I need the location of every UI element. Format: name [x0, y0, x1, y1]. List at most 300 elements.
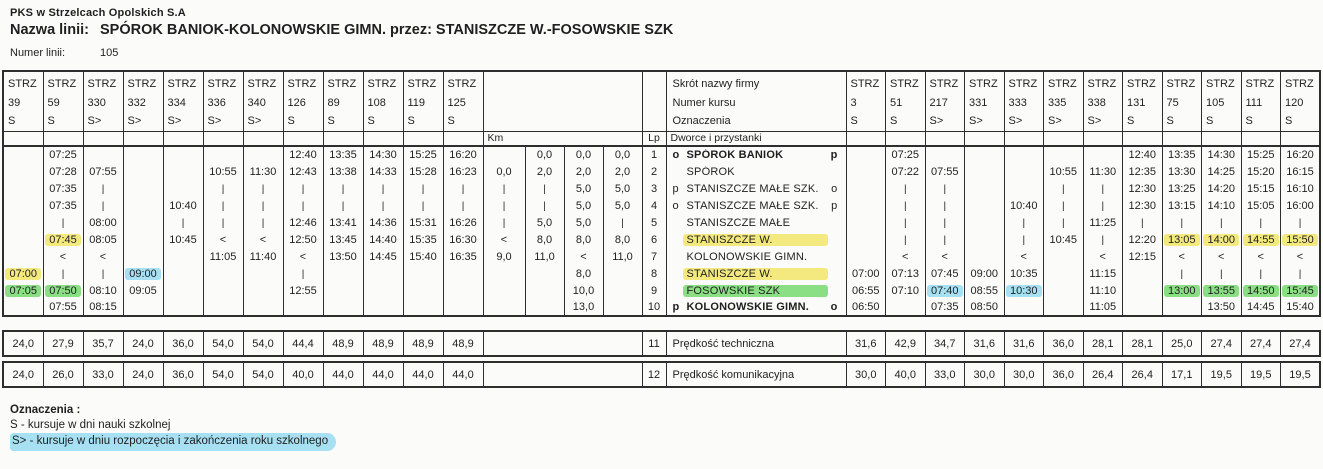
cell-value: 2,0: [536, 165, 553, 178]
departure-time-cell: [1044, 214, 1084, 231]
departure-time-cell: [1123, 146, 1163, 163]
cell-value: 07:25: [891, 149, 920, 161]
line-name-label: Nazwa linii:: [10, 22, 89, 38]
departure-time-cell: [1281, 146, 1321, 163]
cell-value: 36,0: [1052, 337, 1074, 350]
departure-time-cell: [323, 282, 363, 299]
speed-value-cell: [443, 331, 483, 356]
cell-value: 16:30: [449, 233, 477, 246]
course-header-cell: [925, 71, 965, 131]
speed-value-cell: [363, 362, 403, 387]
departure-time-cell: [243, 180, 283, 197]
cell-value: 07:28: [49, 165, 77, 178]
departure-time-cell: [283, 180, 323, 197]
departure-time-cell: [965, 299, 1005, 316]
cell-value: 8,0: [536, 233, 553, 246]
departure-time-cell: [1083, 214, 1123, 231]
stop-row: [3, 299, 1320, 316]
boarding-mark-left: o: [672, 199, 679, 212]
departure-time-cell: [43, 146, 83, 163]
departure-time-cell: [243, 248, 283, 265]
cell-value: 16:10: [1286, 182, 1314, 195]
departure-time-cell: [123, 248, 163, 265]
cell-value: 07:35: [49, 199, 77, 212]
cell-value: 13:00: [1164, 285, 1200, 297]
departure-time-cell: [1202, 248, 1242, 265]
course-mark: S: [1166, 115, 1174, 127]
course-number: 105: [1206, 96, 1225, 109]
through-mark: |: [181, 217, 185, 229]
course-mark: S: [287, 115, 295, 127]
cell-value: 09:00: [125, 268, 161, 280]
km-cell: [483, 146, 525, 163]
station-cell: [666, 214, 846, 231]
km-cell: [483, 265, 525, 282]
course-number: 131: [1127, 96, 1146, 109]
departure-time-cell: [1004, 299, 1044, 316]
through-mark: |: [1219, 217, 1223, 229]
through-mark: |: [903, 217, 907, 229]
cell-value: 27,9: [52, 337, 74, 350]
lp-cell: 9: [642, 282, 666, 299]
cell-value: 10:45: [169, 233, 197, 246]
through-mark: |: [221, 183, 225, 195]
through-mark: |: [341, 183, 345, 195]
speed-value-cell: [1241, 331, 1281, 356]
speed-value-cell: [1202, 362, 1242, 387]
departure-time-cell: [1083, 265, 1123, 282]
cell-value: 12:55: [289, 284, 317, 297]
cell-value: 16:15: [1286, 165, 1314, 178]
cell-value: 12:50: [289, 233, 317, 246]
departure-time-cell: [363, 146, 403, 163]
departure-time-cell: [3, 146, 43, 163]
departure-time-cell: [203, 299, 243, 316]
departure-time-cell: [403, 214, 443, 231]
sub-spacer: [1083, 131, 1123, 146]
cell-value: 24,0: [12, 337, 34, 350]
cell-value: 0,0: [614, 149, 631, 161]
departure-time-cell: [886, 265, 926, 282]
departure-time-cell: [1241, 146, 1281, 163]
speed-value-cell: [1241, 362, 1281, 387]
lp-cell: 2: [642, 163, 666, 180]
departure-time-cell: [403, 146, 443, 163]
speed-value-cell: [965, 362, 1005, 387]
departure-time-cell: [1044, 231, 1084, 248]
course-mark: S: [1206, 115, 1214, 127]
departure-time-cell: [3, 163, 43, 180]
km-cell: [603, 265, 642, 282]
departure-time-cell: [323, 146, 363, 163]
course-mark: S>: [929, 115, 944, 127]
cell-value: 44,0: [452, 368, 474, 381]
course-mark: S: [407, 115, 415, 127]
departure-time-cell: [283, 248, 323, 265]
departure-time-cell: [1004, 180, 1044, 197]
departure-time-cell: [43, 180, 83, 197]
departure-time-cell: [886, 180, 926, 197]
cell-value: 13:15: [1167, 199, 1196, 212]
departure-time-cell: [203, 163, 243, 180]
departure-time-cell: [283, 214, 323, 231]
km-cell: [525, 299, 564, 316]
departure-time-cell: [1202, 163, 1242, 180]
departure-time-cell: [1123, 248, 1163, 265]
departure-time-cell: [1004, 248, 1044, 265]
company-name: PKS w Strzelcach Opolskich S.A: [10, 7, 186, 19]
departure-time-cell: [3, 197, 43, 214]
cell-value: 12:30: [1128, 182, 1157, 195]
speed-value-cell: [846, 331, 886, 356]
departure-time-cell: [886, 231, 926, 248]
station-wrap: [667, 200, 846, 212]
cell-value: 14:55: [1243, 234, 1279, 246]
station-cell: [666, 299, 846, 316]
departure-time-cell: [965, 146, 1005, 163]
lp-header-spacer: [642, 71, 666, 131]
departure-time-cell: [363, 214, 403, 231]
departure-time-cell: [1202, 231, 1242, 248]
cell-value: 42,9: [894, 337, 916, 350]
station-wrap: [667, 285, 846, 297]
cell-value: 07:00: [5, 268, 41, 280]
legend-s-line: S - kursuje w dni nauki szkolnej: [10, 419, 171, 431]
sub-spacer: [1123, 131, 1163, 146]
departure-time-cell: [1162, 163, 1202, 180]
stops-label: Dworce i przystanki: [666, 131, 846, 146]
speed-value-cell: [1044, 362, 1084, 387]
departure-time-cell: [3, 248, 43, 265]
departure-time-cell: [1162, 231, 1202, 248]
through-mark: |: [261, 183, 265, 195]
cell-value: 13:38: [329, 165, 357, 178]
cell-value: 15:31: [409, 216, 437, 229]
cell-value: 15:28: [409, 165, 437, 178]
cell-value: 10:55: [209, 165, 237, 178]
skip-mark: <: [941, 250, 948, 263]
cell-value: 10:45: [1049, 233, 1078, 246]
station-name: KOLONOWSKIE GIMN.: [686, 301, 810, 313]
km-cell: [525, 265, 564, 282]
km-cell: [564, 146, 603, 163]
departure-time-cell: [1202, 265, 1242, 282]
boarding-mark-right: o: [830, 301, 838, 313]
cell-value: 11:30: [1089, 165, 1117, 178]
through-mark: |: [943, 183, 947, 195]
course-header-cell: [886, 71, 926, 131]
departure-time-cell: [83, 265, 123, 282]
cell-value: 07:55: [89, 165, 117, 178]
cell-value: 36,0: [172, 368, 194, 381]
km-cell: [603, 163, 642, 180]
departure-time-cell: [443, 180, 483, 197]
departure-time-cell: [846, 265, 886, 282]
departure-time-cell: [123, 214, 163, 231]
firm-abbr: STRZ: [890, 78, 919, 90]
departure-time-cell: [1162, 282, 1202, 299]
through-mark: |: [543, 183, 546, 195]
speed-value-cell: [1004, 362, 1044, 387]
lp-label: Lp: [642, 131, 666, 146]
km-cell: [483, 163, 525, 180]
km-cell: [564, 231, 603, 248]
firm-abbr: STRZ: [447, 78, 477, 90]
cell-value: 14:30: [369, 149, 397, 161]
cell-value: 5,0: [614, 199, 631, 212]
cell-value: 19,5: [1210, 368, 1232, 381]
departure-time-cell: [1202, 282, 1242, 299]
departure-time-cell: [1162, 248, 1202, 265]
through-mark: |: [341, 200, 345, 212]
km-cell: [564, 299, 603, 316]
course-number: 120: [1285, 96, 1304, 109]
firm-abbr: STRZ: [247, 78, 277, 90]
sub-spacer: [1004, 131, 1044, 146]
departure-time-cell: [846, 282, 886, 299]
km-cell: [525, 197, 564, 214]
station-name: FOSOWSKIE SZK: [683, 285, 828, 297]
departure-time-cell: [965, 163, 1005, 180]
course-header-cell: [1083, 71, 1123, 131]
departure-time-cell: [323, 197, 363, 214]
departure-time-cell: [203, 214, 243, 231]
sub-spacer: [886, 131, 926, 146]
course-header-cell: [1202, 71, 1242, 131]
stop-row: [3, 180, 1320, 197]
firm-abbr: STRZ: [1087, 78, 1117, 90]
station-wrap: [667, 234, 846, 246]
course-header-cell: [443, 71, 483, 131]
cell-value: 10:40: [1009, 199, 1038, 212]
cell-value: 14:25: [1207, 165, 1236, 178]
cell-value: 14:20: [1207, 182, 1236, 195]
departure-time-cell: [925, 248, 965, 265]
departure-time-cell: [1241, 282, 1281, 299]
skip-mark: <: [59, 250, 67, 263]
course-number: 125: [447, 96, 466, 109]
km-spacer: [483, 331, 642, 356]
departure-time-cell: [3, 180, 43, 197]
departure-time-cell: [43, 163, 83, 180]
cell-value: 07:40: [927, 285, 963, 297]
line-name-row: [10, 22, 673, 38]
course-number: 3: [850, 96, 857, 109]
speed-value-cell: [203, 331, 243, 356]
km-cell: [564, 214, 603, 231]
cell-value: 0,0: [575, 149, 592, 161]
through-mark: |: [903, 200, 907, 212]
cell-value: 16:00: [1286, 199, 1314, 212]
firm-abbr: STRZ: [1206, 78, 1235, 90]
cell-value: 14:30: [1207, 149, 1236, 161]
cell-value: 09:00: [970, 267, 999, 280]
lp-cell: 8: [642, 265, 666, 282]
cell-value: 31,6: [855, 337, 877, 350]
departure-time-cell: [283, 299, 323, 316]
speed-value-cell: [323, 362, 363, 387]
sub-spacer: [203, 131, 243, 146]
sub-spacer: [1281, 131, 1321, 146]
course-number: 51: [890, 96, 903, 109]
course-header-cell: [323, 71, 363, 131]
km-cell: [525, 180, 564, 197]
departure-time-cell: [925, 299, 965, 316]
cell-value: 48,9: [332, 337, 354, 350]
cell-value: 15:25: [409, 149, 437, 161]
speed-value-cell: [123, 362, 163, 387]
km-cell: [564, 265, 603, 282]
course-mark: S: [1127, 115, 1135, 127]
firm-abbr: STRZ: [167, 78, 197, 90]
departure-time-cell: [1083, 180, 1123, 197]
skip-mark: <: [1296, 250, 1304, 263]
course-header-cell: [1281, 71, 1321, 131]
cell-value: 11:05: [209, 250, 237, 263]
departure-time-cell: [925, 231, 965, 248]
departure-time-cell: [1083, 146, 1123, 163]
speed-value-cell: [443, 362, 483, 387]
departure-time-cell: [323, 214, 363, 231]
departure-time-cell: [83, 231, 123, 248]
departure-time-cell: [323, 180, 363, 197]
cell-value: 15:20: [1246, 165, 1275, 178]
km-cell: [483, 248, 525, 265]
cell-value: 17,1: [1171, 368, 1193, 381]
cell-value: 12:30: [1128, 199, 1157, 212]
cell-value: 19,5: [1250, 368, 1272, 381]
km-cell: [525, 231, 564, 248]
cell-value: 16:23: [449, 165, 477, 178]
speed-value-cell: [3, 331, 43, 356]
cell-value: 54,0: [252, 368, 274, 381]
departure-time-cell: [243, 299, 283, 316]
departure-time-cell: [403, 180, 443, 197]
cell-value: 08:15: [89, 301, 117, 313]
departure-time-cell: [1044, 299, 1084, 316]
cell-value: 26,4: [1131, 368, 1153, 381]
departure-time-cell: [243, 265, 283, 282]
departure-time-cell: [1044, 248, 1084, 265]
departure-time-cell: [925, 163, 965, 180]
departure-time-cell: [443, 163, 483, 180]
skip-mark: <: [580, 250, 587, 263]
skip-mark: <: [99, 250, 107, 263]
speed-value-cell: [123, 331, 163, 356]
station-cell: [666, 146, 846, 163]
station-name: STANISZCZE MAŁE: [686, 216, 791, 229]
departure-time-cell: [243, 214, 283, 231]
through-mark: |: [101, 268, 105, 280]
km-cell: [564, 180, 603, 197]
departure-time-cell: [1281, 265, 1321, 282]
firm-abbr: STRZ: [127, 78, 157, 90]
station-cell: [666, 248, 846, 265]
station-cell: [666, 180, 846, 197]
departure-time-cell: [403, 231, 443, 248]
course-header-cell: [1004, 71, 1044, 131]
cell-value: 54,0: [212, 337, 234, 350]
departure-time-cell: [443, 197, 483, 214]
departure-time-cell: [123, 265, 163, 282]
departure-time-cell: [1162, 197, 1202, 214]
departure-time-cell: [1241, 214, 1281, 231]
speed-value-cell: [886, 331, 926, 356]
departure-time-cell: [163, 197, 203, 214]
course-mark: S>: [1008, 115, 1023, 127]
departure-time-cell: [363, 163, 403, 180]
cell-value: 13:41: [329, 216, 357, 229]
departure-time-cell: [1241, 180, 1281, 197]
departure-time-cell: [1281, 299, 1321, 316]
departure-time-cell: [925, 146, 965, 163]
departure-time-cell: [1004, 197, 1044, 214]
departure-time-cell: [363, 282, 403, 299]
departure-time-cell: [1083, 163, 1123, 180]
departure-time-cell: [83, 163, 123, 180]
stop-row: [3, 146, 1320, 163]
cell-value: 2,0: [575, 165, 592, 178]
course-number: 331: [969, 96, 988, 109]
lp-cell: 7: [642, 248, 666, 265]
departure-time-cell: [123, 163, 163, 180]
through-mark: |: [1259, 217, 1263, 229]
km-cell: [483, 282, 525, 299]
departure-time-cell: [163, 299, 203, 316]
km-cell: [564, 248, 603, 265]
line-number-label: Numer linii:: [10, 47, 66, 59]
sub-spacer: [925, 131, 965, 146]
through-mark: |: [1180, 268, 1184, 280]
departure-time-cell: [886, 146, 926, 163]
departure-time-cell: [403, 282, 443, 299]
departure-time-cell: [1044, 146, 1084, 163]
lp-cell: 10: [642, 299, 666, 316]
course-header-cell: [3, 71, 43, 131]
course-mark: S>: [969, 115, 983, 127]
cell-value: 8,0: [614, 233, 631, 246]
departure-time-cell: [443, 282, 483, 299]
through-mark: |: [1061, 217, 1065, 229]
cell-value: 11:10: [1089, 284, 1117, 297]
course-number: 338: [1087, 96, 1106, 109]
departure-time-cell: [43, 248, 83, 265]
cell-value: 28,1: [1131, 337, 1153, 350]
course-mark: S: [8, 115, 16, 127]
course-mark: S: [327, 115, 335, 127]
sub-spacer: [163, 131, 203, 146]
departure-time-cell: [1162, 265, 1202, 282]
through-mark: |: [1101, 183, 1105, 195]
departure-time-cell: [1044, 265, 1084, 282]
through-mark: |: [221, 200, 225, 212]
course-mark: S>: [247, 115, 262, 127]
departure-time-cell: [1162, 180, 1202, 197]
departure-time-cell: [846, 146, 886, 163]
cell-value: 13:35: [329, 149, 357, 161]
departure-time-cell: [925, 197, 965, 214]
departure-time-cell: [163, 214, 203, 231]
departure-time-cell: [203, 282, 243, 299]
firm-abbr: STRZ: [929, 78, 959, 90]
skip-mark: <: [1257, 250, 1264, 263]
cell-value: 07:22: [891, 165, 920, 178]
course-number: 217: [929, 96, 948, 109]
cell-value: 8,0: [575, 233, 592, 246]
through-mark: |: [903, 183, 907, 195]
sub-spacer: [283, 131, 323, 146]
through-mark: |: [101, 200, 105, 212]
